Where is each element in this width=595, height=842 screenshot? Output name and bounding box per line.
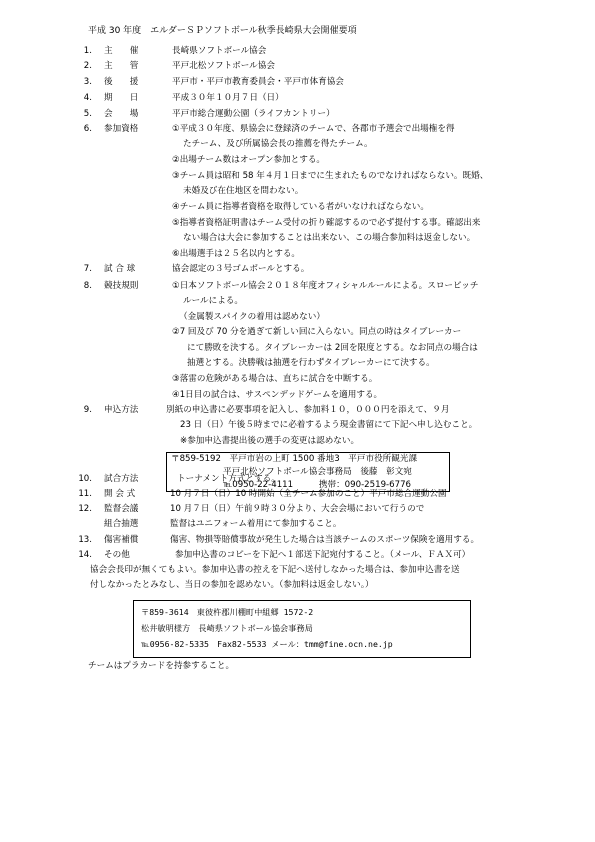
contact-address-box xyxy=(133,600,471,658)
item-number: 14. xyxy=(78,550,92,560)
item-label: 監督会議 xyxy=(104,504,139,514)
item-text: 長崎県ソフトボール協会 xyxy=(172,46,267,56)
rules-line: ④1日目の試合は、サスペンデッドゲームを適用する。 xyxy=(172,390,383,400)
contact-line: 松井敏明様方 長崎県ソフトボール協会事務局 xyxy=(141,623,313,633)
item-number: 7. xyxy=(83,264,92,274)
item-number: 8. xyxy=(83,281,92,291)
rules-line: ②7 回及び 70 分を過ぎて新しい回に入らない。同点の時はタイブレーカー xyxy=(172,327,462,337)
item-number: 3. xyxy=(83,77,92,87)
application-line: 23 日（日）午後５時までに必着するよう現金書留にて下記へ申し込むこと。 xyxy=(180,420,478,430)
qualification-line: ない場合は大会に参加することは出来ない、この場合参加料は返金しない。 xyxy=(183,233,476,243)
rules-line: 抽選とする。決勝戦は抽選を行わずタイブレーカーにて決する。 xyxy=(187,358,435,368)
item-text: 平戸市・平戸市教育委員会・平戸市体育協会 xyxy=(172,77,344,87)
item-label: 傷害補償 xyxy=(104,535,139,545)
rules-line: にて勝敗を決する。タイブレーカーは 2回を限度とする。なお同点の場合は xyxy=(187,343,478,353)
item-text: 平戸市総合運動公園（ライフカントリー） xyxy=(172,109,335,119)
qualification-line: ③チーム員は昭和 58 年４月１日までに生まれたものでなければならない。既婚、 xyxy=(172,171,489,181)
other-line: 協会会長印が無くてもよい。参加申込書の控えを下記へ送付しなかった場合は、参加申込書を送 xyxy=(90,565,460,575)
item-text: 協会認定の３号ゴムボールとする。 xyxy=(172,264,310,274)
item-text: 10 月７日（日）午前９時３０分より、大会会場において行うので xyxy=(170,504,425,514)
item-number: 6. xyxy=(83,124,92,134)
application-line: 別紙の申込書に必要事項を記入し、参加料１０，０００円を添えて、９月 xyxy=(166,405,450,415)
item-text: 参加申込書のコピーを下記へ１部送下記宛付すること。（メール、ＦＡＸ可） xyxy=(175,550,471,560)
item-label: その他 xyxy=(104,550,130,560)
item-number: 2. xyxy=(83,61,92,71)
item-text: 平成３０年１０月７日（日） xyxy=(172,93,284,103)
contact-line: ℡0956-82-5335 Fax82-5533 メール：tmm@fine.ocn.ne.jp xyxy=(141,639,393,649)
item-label: 主 管 xyxy=(104,61,139,71)
item-label: 後 援 xyxy=(104,77,139,87)
item-label: 試合方法 xyxy=(104,474,139,484)
item-number: 4. xyxy=(83,93,92,103)
item-number: 12. xyxy=(78,504,92,514)
footer-note: チームはプラカードを持参すること。 xyxy=(88,661,235,671)
item-number: 1. xyxy=(83,46,92,56)
item-label: 試 合 球 xyxy=(104,264,136,274)
item-label: 期 日 xyxy=(104,93,139,103)
rules-line: ③落雷の危険がある場合は、直ちに試合を中断する。 xyxy=(172,374,378,384)
address-line: 〒859-5192 平戸市岩の上町 1500 番地3 平戸市役所観光課 xyxy=(171,454,418,464)
rules-line: ルールによる。 xyxy=(183,296,243,306)
item-label: 組合抽選 xyxy=(104,519,139,529)
item-text: 平戸北松ソフトボール協会 xyxy=(172,61,275,71)
item-number: 13. xyxy=(78,535,92,545)
document-title: 平成 30 年度 エルダーＳＰソフトボール秋季長崎県大会開催要項 xyxy=(88,26,357,36)
qualification-line: たチーム、及び所属協会長の推薦を得たチーム。 xyxy=(183,139,373,149)
item-number: 5. xyxy=(83,109,92,119)
item-text: トーナメント方式とする。 xyxy=(177,474,280,484)
item-label: 競技規則 xyxy=(104,281,139,291)
rules-line: （金属製スパイクの着用は認めない） xyxy=(179,312,325,322)
application-line: ※参加申込書提出後の選手の変更は認めない。 xyxy=(180,436,360,446)
rules-line: ①日本ソフトボール協会２０１８年度オフィシャルルールによる。スローピッチ xyxy=(172,281,479,291)
qualification-line: ④チーム員に指導者資格を取得している者がいなければならない。 xyxy=(172,202,429,212)
qualification-line: 未婚及び在住地区を問わない。 xyxy=(183,186,304,196)
item-label: 会 場 xyxy=(104,109,139,119)
contact-line: 〒859-3614 東彼杵郡川棚町中組郷 1572-2 xyxy=(141,607,314,617)
other-line: 付しなかったとみなし、当日の参加を認めない。（参加料は返金しない。） xyxy=(90,580,374,590)
qualification-line: ⑤指導者資格証明書はチーム受付の折り確認するので必ず提付する事。確認出来 xyxy=(172,218,481,228)
qualification-line: ⑥出場選手は２５名以内とする。 xyxy=(172,249,301,259)
address-line: ℡0950-22-4111 携帯：090-2519-6776 xyxy=(223,480,412,490)
item-text: 10 月７日（日）10 時開始（全チーム参加のこと）平戸市総合運動公園 xyxy=(170,489,447,499)
item-label: 申込方法 xyxy=(104,405,139,415)
item-label: 参加資格 xyxy=(104,124,139,134)
item-text: 傷害、物損等賠償事故が発生した場合は当該チームのスポーツ保険を適用する。 xyxy=(170,535,480,545)
application-address-box xyxy=(166,452,450,492)
address-line: 平戸北松ソフトボール協会事務局 後藤 彰文宛 xyxy=(223,467,412,477)
item-label: 開 会 式 xyxy=(104,489,136,499)
item-number: 9. xyxy=(83,405,92,415)
qualification-line: ②出場チーム数はオープン参加とする。 xyxy=(172,155,326,165)
item-number: 10. xyxy=(78,474,92,484)
item-text: 監督はユニフォーム着用にて参加すること。 xyxy=(170,519,342,529)
item-number: 11. xyxy=(78,489,92,499)
item-label: 主 催 xyxy=(104,46,139,56)
qualification-line: ①平成３０年度、県協会に登録済のチームで、各郡市予選会で出場権を得 xyxy=(172,124,455,134)
